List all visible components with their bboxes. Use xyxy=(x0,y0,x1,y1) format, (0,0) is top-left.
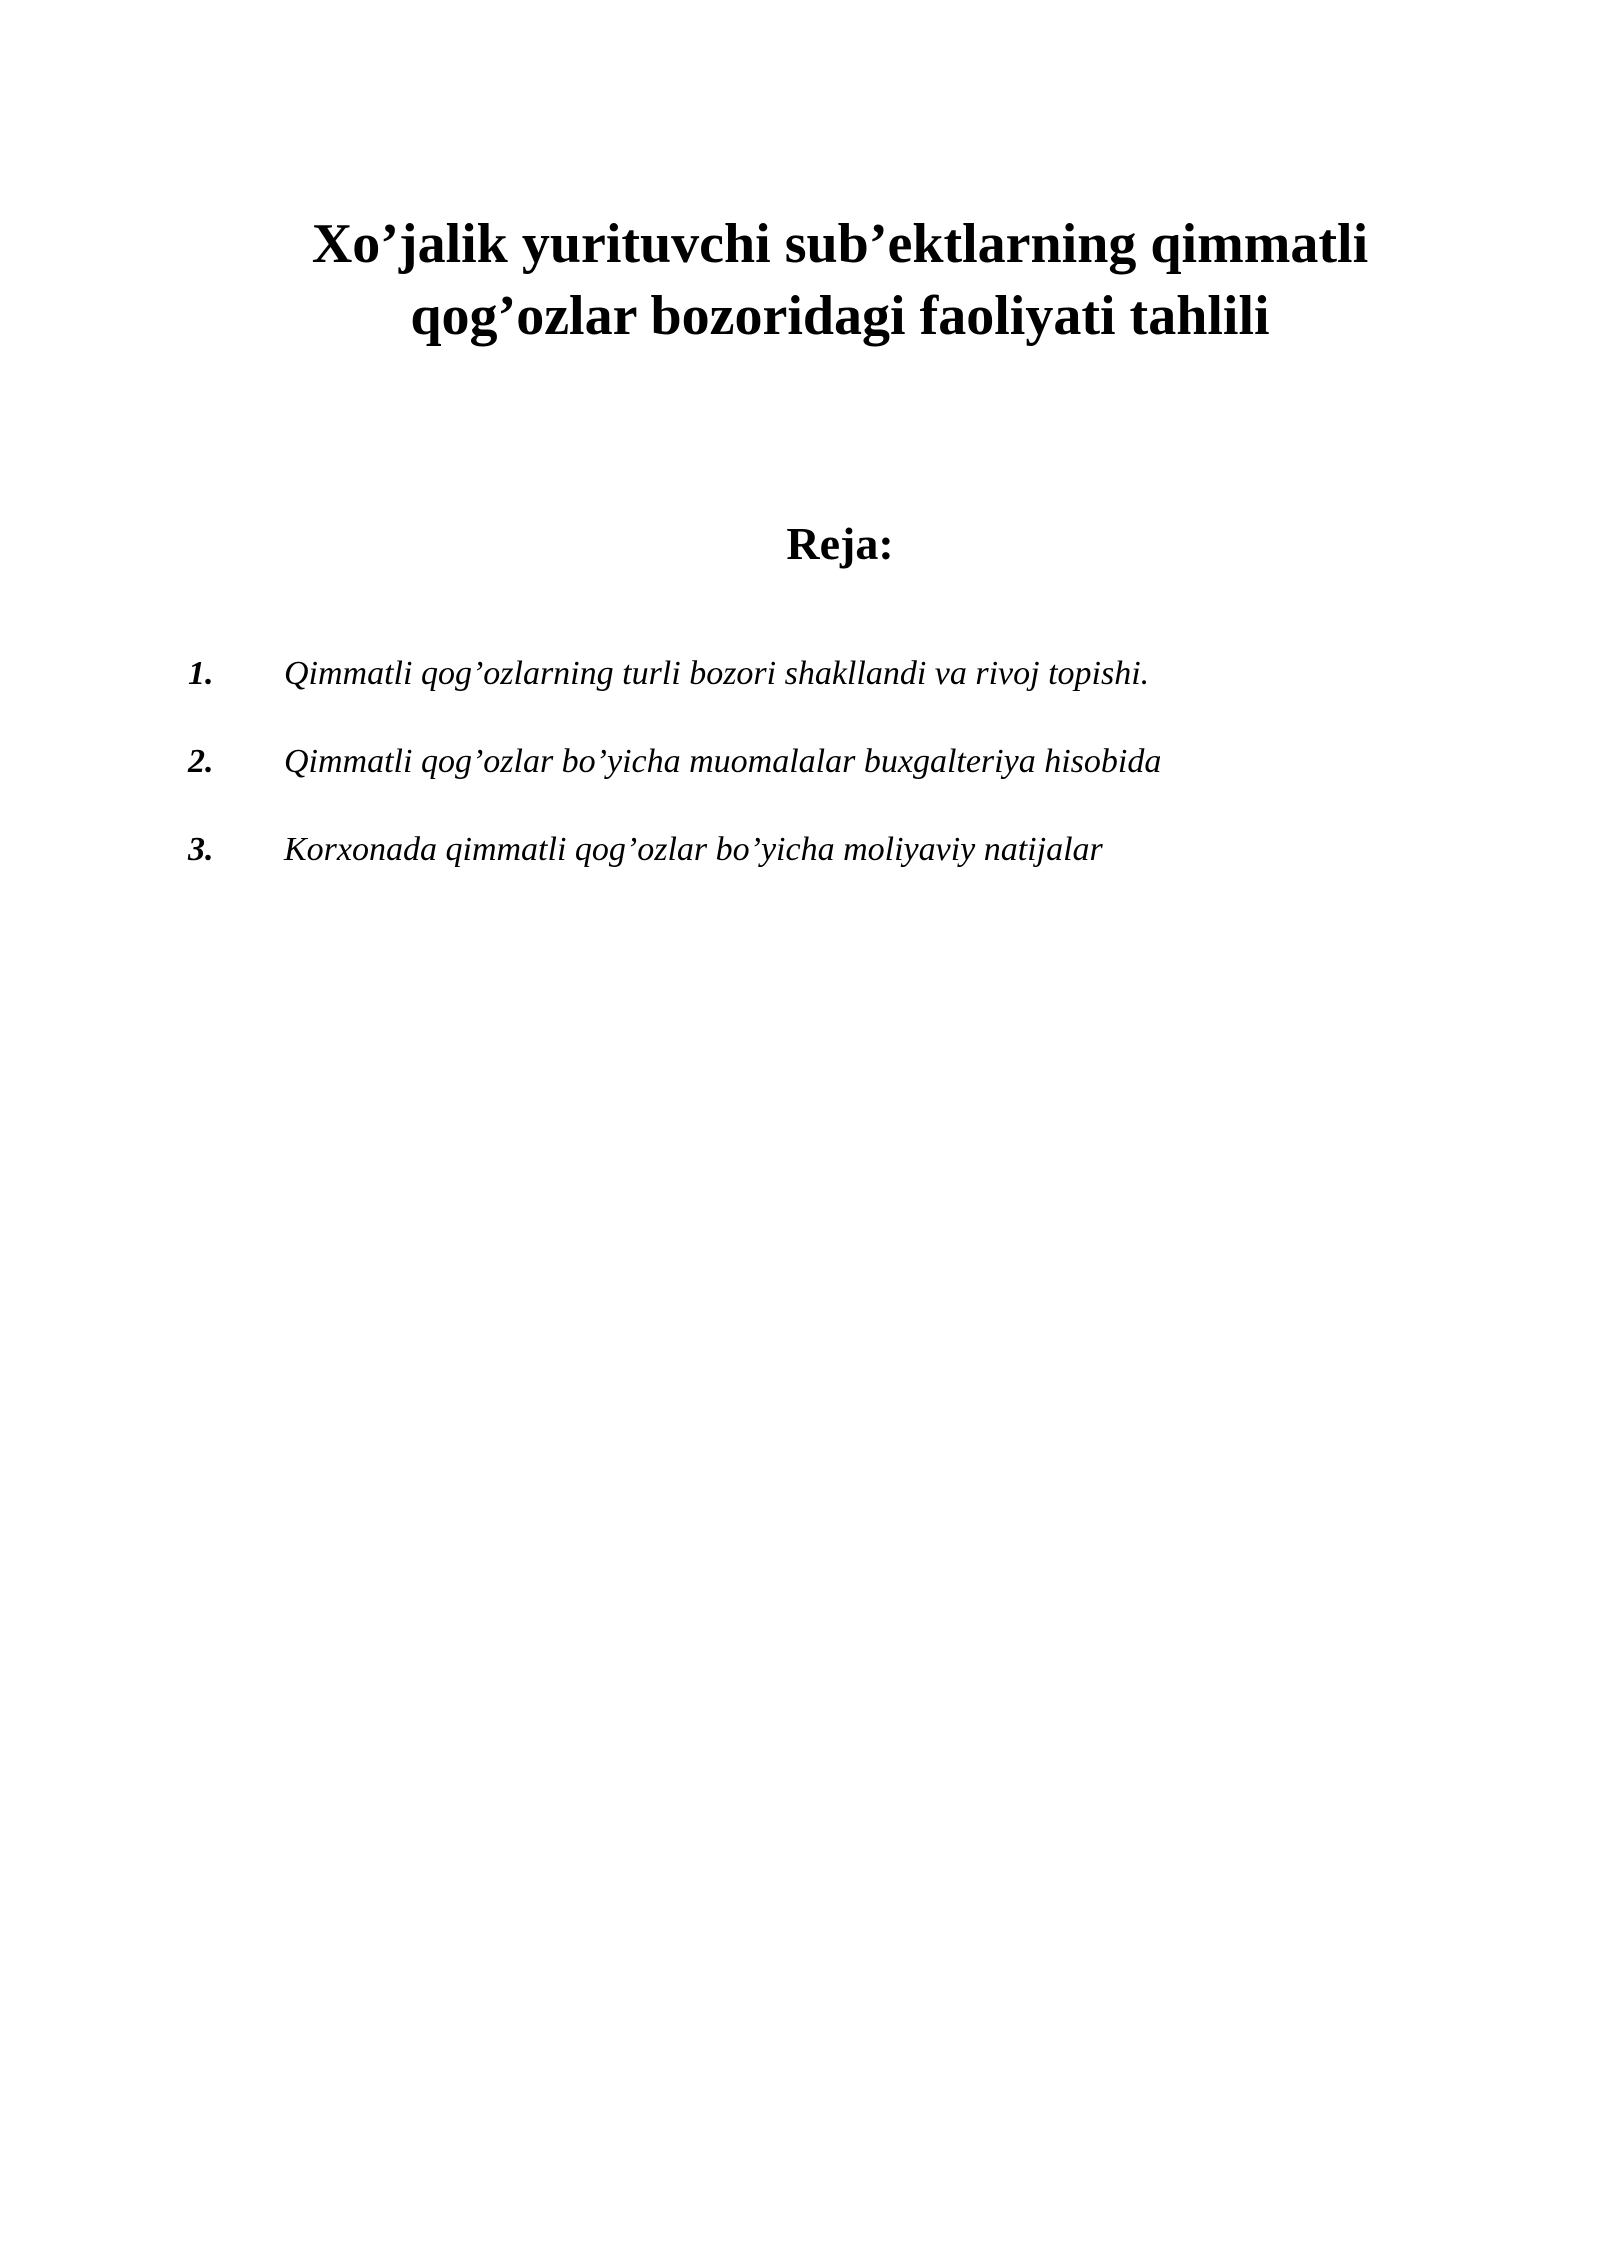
plan-item xyxy=(188,652,1488,740)
plan-item xyxy=(188,828,1488,916)
plan-item-text: Qimmatli qog’ozlarning turli bozori shakllandi va rivoj topishi. xyxy=(284,655,1150,692)
plan-item-text: Korxonada qimmatli qog’ozlar bo’yicha moliyaviy natijalar xyxy=(284,831,1103,868)
plan-item-number: 3. xyxy=(188,831,214,868)
document-title-line: Xo’jalik yurituvchi sub’ektlarning qimmatli xyxy=(311,213,1369,275)
plan-item xyxy=(188,740,1488,828)
plan-list xyxy=(188,652,1488,916)
plan-item-text: Qimmatli qog’ozlar bo’yicha muomalalar buxgalteriya hisobida xyxy=(284,743,1162,780)
plan-item-number: 1. xyxy=(188,655,214,692)
plan-item-number: 2. xyxy=(188,743,214,780)
document-title xyxy=(200,208,1480,352)
document-title-line: qog’ozlar bozoridagi faoliyati tahlili xyxy=(410,285,1270,347)
plan-heading: Reja: xyxy=(786,518,894,569)
